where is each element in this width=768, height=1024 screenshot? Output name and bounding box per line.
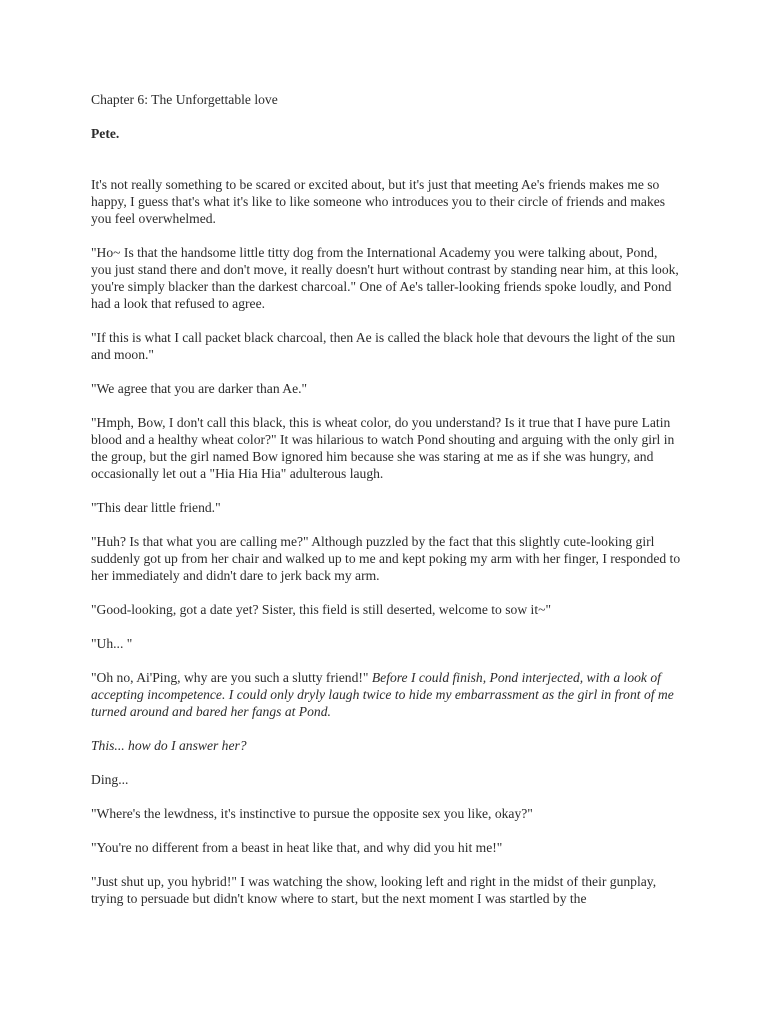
document-page (91, 91, 681, 924)
paragraph-3: "If this is what I call packet black charcoal, then Ae is called the black hole that devours the light of the sun and moon." (91, 330, 676, 362)
paragraph-6: "This dear little friend." (91, 500, 221, 515)
paragraph-2: "Ho~ Is that the handsome little titty dog from the International Academy you were talking about, Pond, you just stand there and don't move, it really doesn't hurt without contrast by standing near him, at this look, you're simply blacker than the darkest charcoal." One of Ae's taller-looking friends spoke loudly, and Pond had a look that refused to agree. (91, 245, 679, 311)
paragraph-10-dialogue: "Oh no, Ai'Ping, why are you such a slutty friend!" (91, 670, 372, 685)
paragraph-4: "We agree that you are darker than Ae." (91, 381, 308, 396)
paragraph-10-narration: Before I could finish, Pond interjected, with a look of accepting incompetence. I could only dryly laugh twice to hide my embarrassment as the girl in front of me turned around and bared her fangs at Pond. (91, 670, 674, 719)
paragraph-7: "Huh? Is that what you are calling me?" Although puzzled by the fact that this slightly cute-looking girl suddenly got up from her chair and walked up to me and kept poking my arm with her finger, I responded to her immediately and didn't dare to jerk back my arm. (91, 534, 681, 583)
paragraph-11 (91, 737, 681, 754)
paragraph-13: "Where's the lewdness, it's instinctive to pursue the opposite sex you like, okay?" (91, 806, 533, 821)
chapter-title: Chapter 6: The Unforgettable love (91, 92, 278, 107)
paragraph-9: "Uh... " (91, 636, 133, 651)
paragraph-15: "Just shut up, you hybrid!" I was watching the show, looking left and right in the midst of their gunplay, trying to persuade but didn't know where to start, but the next moment I was startled by the (91, 874, 657, 906)
paragraph-8: "Good-looking, got a date yet? Sister, this field is still deserted, welcome to sow it~" (91, 602, 552, 617)
paragraph-12: Ding... (91, 772, 129, 787)
paragraph-1: It's not really something to be scared or excited about, but it's just that meeting Ae's friends makes me so happy, I guess that's what it's like to like someone who introduces you to their circle of friends and makes you feel overwhelmed. (91, 177, 666, 226)
speaker-name: Pete. (91, 126, 120, 141)
paragraph-11-italic: This... how do I answer her? (91, 738, 247, 753)
paragraph-5: "Hmph, Bow, I don't call this black, this is wheat color, do you understand? Is it true that I have pure Latin blood and a healthy wheat color?" It was hilarious to watch Pond shouting and arguing with the only girl in the group, but the girl named Bow ignored him because she was staring at me as if she was hungry, and occasionally let out a "Hia Hia Hia" adulterous laugh. (91, 415, 675, 481)
paragraph-14: "You're no different from a beast in heat like that, and why did you hit me!" (91, 840, 503, 855)
paragraph-10 (91, 669, 681, 720)
